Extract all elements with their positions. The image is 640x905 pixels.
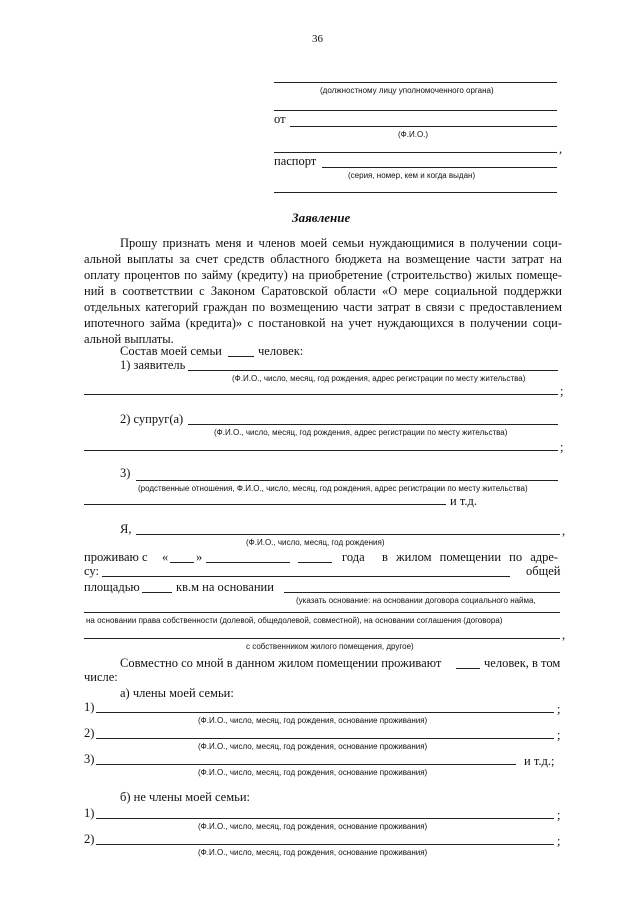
basis-caption-3: с собственником жилого помещения, другое)	[246, 642, 414, 651]
quote-close: »	[196, 550, 203, 564]
composition-label: Состав моей семьи	[120, 344, 222, 358]
non-member-2-caption: (Ф.И.О., число, месяц, год рождения, основание проживания)	[198, 848, 428, 857]
spouse-label: 2) супруг(а)	[120, 412, 184, 426]
other-label: 3)	[120, 466, 131, 480]
year-label: года	[342, 550, 365, 564]
basis-caption-2: на основании права собственности (долевой, общедолевой, совместной), на основании соглашения (договора)	[86, 616, 503, 625]
non-member-2-label: 2)	[84, 832, 95, 846]
area-line	[142, 592, 172, 593]
non-member-1-line	[96, 818, 554, 819]
intro-line-6: ипотечного займа (кредита)» с постановкой на учет нуждающихся в получении соци-	[84, 316, 562, 330]
composition-count-line	[228, 356, 254, 357]
address-line	[102, 576, 510, 577]
year-line	[298, 562, 332, 563]
basis-line	[284, 592, 560, 593]
i-label: Я,	[120, 522, 132, 536]
other-line-2	[84, 504, 446, 505]
cohabit-count-line	[456, 668, 480, 669]
month-line	[206, 562, 290, 563]
cohabit-intro-c: числе:	[84, 670, 118, 684]
member-2-semicolon: ;	[557, 728, 561, 742]
member-1-line	[96, 712, 554, 713]
intro-line-1: Прошу признать меня и членов моей семьи нуждающимися в получении соци-	[120, 236, 562, 250]
i-comma: ,	[562, 524, 566, 538]
cohabit-intro: Совместно со мной в данном жилом помещении проживают	[120, 656, 442, 670]
basis-line-2	[84, 612, 560, 613]
non-member-2-semicolon: ;	[557, 834, 561, 848]
spouse-semicolon: ;	[560, 440, 564, 454]
document-title: Заявление	[292, 210, 351, 225]
day-line	[170, 562, 194, 563]
applicant-line-2	[84, 394, 558, 395]
page-number: 36	[312, 33, 323, 45]
non-member-1-caption: (Ф.И.О., число, месяц, год рождения, основание проживания)	[198, 822, 428, 831]
other-caption: (родственные отношения, Ф.И.О., число, месяц, год рождения, адрес регистрации по месту жительства)	[138, 484, 528, 493]
basis-caption-1: (указать основание: на основании договора социального найма,	[296, 596, 536, 605]
applicant-semicolon: ;	[560, 384, 564, 398]
non-member-2-line	[96, 844, 554, 845]
other-etc: и т.д.	[450, 494, 477, 508]
spouse-line-2	[84, 450, 558, 451]
member-2-label: 2)	[84, 726, 95, 740]
sqm-basis-label: кв.м на основании	[176, 580, 274, 594]
spouse-caption: (Ф.И.О., число, месяц, год рождения, адрес регистрации по месту жительства)	[214, 428, 508, 437]
non-members-title: б) не члены моей семьи:	[120, 790, 250, 804]
non-member-1-label: 1)	[84, 806, 95, 820]
passport-line-2	[274, 192, 557, 193]
live-label: проживаю с	[84, 550, 148, 564]
member-2-caption: (Ф.И.О., число, месяц, год рождения, основание проживания)	[198, 742, 428, 751]
fio-line-2	[274, 152, 557, 153]
intro-line-3: оплату процентов по займу (кредиту) на приобретение (строительство) жилых помеще-	[84, 268, 562, 282]
members-title: а) члены моей семьи:	[120, 686, 234, 700]
member-2-line	[96, 738, 554, 739]
cohabit-intro-b: человек, в том	[484, 656, 561, 670]
passport-caption: (серия, номер, кем и когда выдан)	[348, 171, 476, 180]
from-label: от	[274, 112, 286, 126]
i-caption: (Ф.И.О., число, месяц, год рождения)	[246, 538, 385, 547]
area-label: площадью	[84, 580, 140, 594]
total-label: общей	[526, 564, 561, 578]
quote-open: «	[162, 550, 169, 564]
official-line-2	[274, 110, 557, 111]
applicant-caption: (Ф.И.О., число, месяц, год рождения, адрес регистрации по месту жительства)	[232, 374, 526, 383]
applicant-line	[188, 370, 558, 371]
member-3-label: 3)	[84, 752, 95, 766]
i-line	[136, 534, 560, 535]
intro-line-4: ний в соответствии с Законом Саратовской области «О мере социальной поддержки	[84, 284, 562, 298]
member-3-caption: (Ф.И.О., число, месяц, год рождения, основание проживания)	[198, 768, 428, 777]
fio-caption: (Ф.И.О.)	[398, 130, 429, 139]
member-1-label: 1)	[84, 700, 95, 714]
non-member-1-semicolon: ;	[557, 808, 561, 822]
intro-line-7: альной выплаты.	[84, 332, 174, 346]
passport-line	[322, 167, 557, 168]
official-caption: (должностному лицу уполномоченного органа)	[320, 86, 494, 95]
composition-unit: человек:	[258, 344, 304, 358]
header-comma: ,	[559, 142, 563, 156]
premises-label: в жилом помещении по адре-	[382, 550, 559, 564]
intro-line-5: отдельных категорий граждан по возмещению части затрат в связи с предоставлением	[84, 300, 562, 314]
from-line	[290, 126, 557, 127]
address-label: су:	[84, 564, 99, 578]
member-1-caption: (Ф.И.О., число, месяц, год рождения, основание проживания)	[198, 716, 428, 725]
member-1-semicolon: ;	[557, 702, 561, 716]
basis-line-3	[84, 638, 560, 639]
passport-label: паспорт	[274, 154, 317, 168]
official-line	[274, 82, 557, 83]
applicant-label: 1) заявитель	[120, 358, 186, 372]
spouse-line	[188, 424, 558, 425]
other-line	[136, 480, 558, 481]
member-3-etc: и т.д.;	[524, 754, 555, 768]
basis-comma: ,	[562, 628, 566, 642]
member-3-line	[96, 764, 516, 765]
intro-line-2: альной выплаты за счет средств областного бюджета на возмещение части затрат на	[84, 252, 562, 266]
